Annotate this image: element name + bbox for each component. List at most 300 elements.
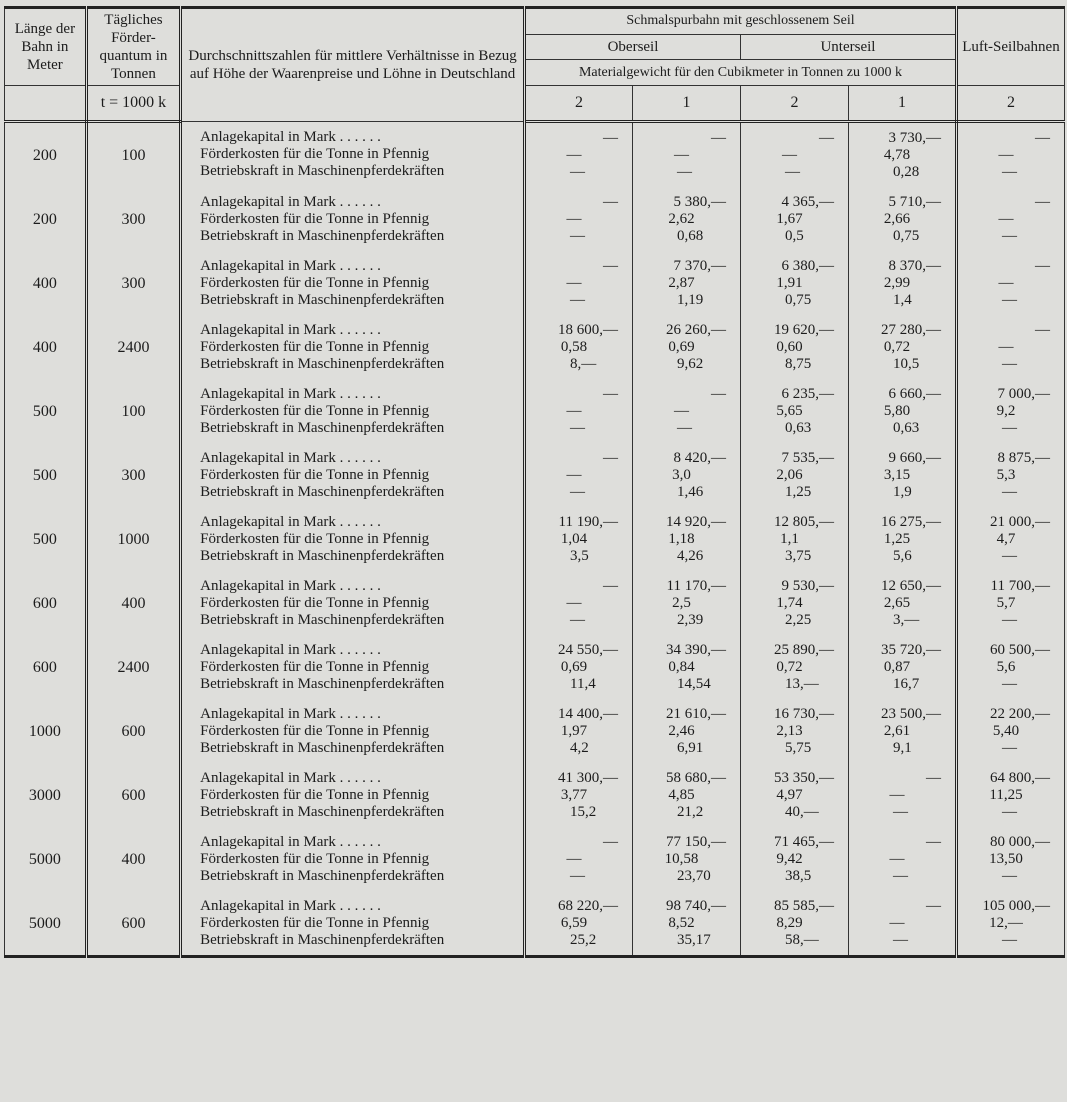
row-label: Förderkosten für die Tonne in Pfennig [200, 274, 430, 291]
value: 4,7 [996, 530, 1016, 547]
row-quantity: 600 [86, 763, 180, 827]
value: — [566, 274, 582, 291]
value: 0,72 [883, 338, 911, 355]
value: 0,60 [776, 338, 803, 355]
value: — [889, 850, 905, 867]
row-quantity: 300 [86, 187, 180, 251]
row-label: Anlagekapital in Mark . . . . . . [200, 385, 381, 402]
value: 11 170,— [666, 577, 726, 594]
value-stack [853, 322, 941, 373]
value-stack [745, 770, 834, 821]
value-cell [525, 891, 633, 957]
value-cell [848, 443, 956, 507]
value: — [925, 769, 941, 786]
value: — [1035, 321, 1050, 338]
value: — [603, 577, 618, 594]
value-stack [962, 514, 1050, 565]
value: 23,70 [677, 867, 711, 884]
value-cell [633, 763, 741, 827]
value: 14,54 [677, 675, 711, 692]
value: — [1035, 193, 1050, 210]
row-label: Betriebskraft in Maschinenpferdekräften [200, 675, 445, 692]
value: 2,5 [672, 594, 691, 611]
value-cell [633, 187, 741, 251]
value: 1,74 [776, 594, 803, 611]
value: 1,19 [677, 291, 704, 308]
value-stack [853, 450, 941, 501]
value: — [892, 803, 908, 820]
row-length: 600 [5, 635, 87, 699]
weight-cell: 2 [740, 86, 848, 122]
value: — [1001, 803, 1017, 820]
value-stack [637, 706, 726, 757]
table-row [5, 122, 1065, 188]
value: 0,28 [892, 163, 920, 180]
row-label: Anlagekapital in Mark . . . . . . [200, 513, 381, 530]
value: — [603, 833, 618, 850]
row-label: Förderkosten für die Tonne in Pfennig [200, 722, 430, 739]
header-length: Länge der Bahn in Meter [5, 8, 87, 86]
value: 8,75 [784, 355, 812, 372]
row-label: Betriebskraft in Maschinenpferdekräften [200, 419, 445, 436]
value: — [710, 385, 726, 402]
value: 8 420,— [673, 449, 726, 466]
value: — [1001, 867, 1017, 884]
row-label: Förderkosten für die Tonne in Pfennig [200, 530, 430, 547]
value: 25,2 [570, 931, 597, 948]
value: — [1001, 611, 1017, 628]
value: 16,7 [892, 675, 920, 692]
value: 2,87 [668, 274, 695, 291]
value-cell [633, 827, 741, 891]
value: — [1035, 257, 1050, 274]
value-stack [745, 194, 834, 245]
value: 3,0 [672, 466, 691, 483]
row-label: Betriebskraft in Maschinenpferdekräften [200, 739, 445, 756]
value: 15,2 [570, 803, 597, 820]
value: — [566, 146, 582, 163]
row-quantity: 100 [86, 122, 180, 188]
header-daily-quantity [86, 8, 180, 86]
table-row [5, 699, 1065, 763]
value: 1,25 [883, 530, 911, 547]
value: 24 550,— [558, 641, 618, 658]
value: — [1001, 355, 1017, 372]
value: 3 730,— [888, 129, 941, 146]
value-cell [525, 827, 633, 891]
value-stack [530, 514, 618, 565]
value: — [998, 338, 1014, 355]
row-length: 500 [5, 379, 87, 443]
value: — [889, 786, 905, 803]
value: 58,— [784, 931, 819, 948]
value: — [1001, 675, 1017, 692]
value: 21,2 [677, 803, 704, 820]
value: 5,65 [776, 402, 803, 419]
row-length: 200 [5, 187, 87, 251]
value-stack [853, 834, 941, 885]
value-cell [848, 122, 956, 188]
row-labels [181, 379, 525, 443]
header-air-ropeways: Luft-Seilbahnen [956, 8, 1064, 86]
value: 3,77 [560, 786, 588, 803]
value-cell [956, 379, 1064, 443]
value-stack [853, 770, 941, 821]
value-stack [962, 770, 1050, 821]
row-labels [181, 635, 525, 699]
row-label: Förderkosten für die Tonne in Pfennig [200, 338, 430, 355]
value-cell [633, 571, 741, 635]
value-stack [853, 386, 941, 437]
row-quantity: 600 [86, 699, 180, 763]
value: 7 535,— [781, 449, 834, 466]
value: 2,99 [883, 274, 911, 291]
value: 9 660,— [888, 449, 941, 466]
value-stack [745, 450, 834, 501]
value: 5,80 [883, 402, 911, 419]
value: 8 370,— [888, 257, 941, 274]
value: — [925, 897, 941, 914]
value: 0,63 [784, 419, 812, 436]
row-quantity: 2400 [86, 315, 180, 379]
weight-cell: 1 [633, 86, 741, 122]
row-label: Förderkosten für die Tonne in Pfennig [200, 210, 430, 227]
value: 0,68 [677, 227, 704, 244]
value-cell [956, 699, 1064, 763]
value-stack [637, 642, 726, 693]
value-cell [956, 315, 1064, 379]
value: 25 890,— [773, 641, 834, 658]
value-cell [848, 699, 956, 763]
value-cell [848, 251, 956, 315]
value-cell [740, 251, 848, 315]
value-stack [962, 194, 1050, 245]
value: — [570, 291, 586, 308]
value: — [673, 402, 689, 419]
value-cell [525, 763, 633, 827]
value-cell [848, 635, 956, 699]
row-label: Anlagekapital in Mark . . . . . . [200, 641, 381, 658]
row-label: Anlagekapital in Mark . . . . . . [200, 705, 381, 722]
value-cell [848, 891, 956, 957]
value: 21 000,— [990, 513, 1050, 530]
value: 1,25 [784, 483, 812, 500]
value-stack [962, 450, 1050, 501]
value: — [784, 163, 800, 180]
value: — [1001, 739, 1017, 756]
value: — [603, 385, 618, 402]
value: 9,42 [776, 850, 803, 867]
header-narrow-gauge: Schmalspurbahn mit geschlossenem Seil [525, 8, 957, 35]
value: 8,52 [668, 914, 695, 931]
row-quantity: 300 [86, 251, 180, 315]
value: — [677, 163, 692, 180]
row-length: 500 [5, 507, 87, 571]
value: 11 700,— [990, 577, 1050, 594]
cost-table [4, 6, 1065, 958]
table-body [5, 122, 1065, 957]
value: — [1001, 291, 1017, 308]
value-stack [745, 130, 834, 181]
value-stack [637, 194, 726, 245]
value: 0,72 [776, 658, 803, 675]
value: — [570, 867, 586, 884]
value-stack [530, 194, 618, 245]
value: 2,13 [776, 722, 803, 739]
value: — [889, 914, 905, 931]
value: 0,75 [784, 291, 812, 308]
value: 77 150,— [665, 833, 726, 850]
row-label: Förderkosten für die Tonne in Pfennig [200, 658, 430, 675]
value: 35 720,— [880, 641, 941, 658]
value-cell [740, 827, 848, 891]
value: — [925, 833, 941, 850]
value-stack [637, 770, 726, 821]
value: 0,5 [784, 227, 804, 244]
value: 3,75 [784, 547, 812, 564]
value: 1,4 [892, 291, 912, 308]
value: — [603, 257, 618, 274]
value-cell [740, 443, 848, 507]
row-label: Förderkosten für die Tonne in Pfennig [200, 146, 430, 162]
value-cell [525, 187, 633, 251]
value-stack [530, 578, 618, 629]
value-stack [530, 450, 618, 501]
value: 8,— [570, 355, 597, 372]
value: — [781, 146, 797, 163]
value: 11,4 [570, 675, 596, 692]
value-cell [956, 507, 1064, 571]
value: 16 275,— [880, 513, 941, 530]
row-label: Förderkosten für die Tonne in Pfennig [200, 466, 430, 483]
value: 4 365,— [781, 193, 834, 210]
row-label: Betriebskraft in Maschinenpferdekräften [200, 163, 445, 179]
value-stack [530, 834, 618, 885]
value-cell [633, 891, 741, 957]
value-stack [530, 898, 618, 949]
value-cell [525, 507, 633, 571]
value-cell [956, 827, 1064, 891]
value: 3,5 [570, 547, 589, 564]
value-cell [740, 507, 848, 571]
value-cell [525, 251, 633, 315]
value-stack [745, 706, 834, 757]
value: 2,25 [784, 611, 812, 628]
value: 5,6 [996, 658, 1016, 675]
value: 26 260,— [665, 321, 726, 338]
value-stack [637, 514, 726, 565]
value: 7 370,— [673, 257, 726, 274]
value: 1,46 [677, 483, 704, 500]
value: 2,61 [883, 722, 911, 739]
weight-cell: 2 [525, 86, 633, 122]
value-stack [853, 130, 941, 181]
value: 13,— [784, 675, 819, 692]
value-stack [530, 130, 618, 181]
value-stack [637, 130, 726, 181]
value: 0,84 [668, 658, 695, 675]
row-labels [181, 571, 525, 635]
value-cell [525, 379, 633, 443]
value: — [1001, 931, 1017, 948]
row-labels [181, 507, 525, 571]
value-cell [633, 379, 741, 443]
value-cell [848, 763, 956, 827]
row-labels [181, 699, 525, 763]
row-label: Förderkosten für die Tonne in Pfennig [200, 914, 430, 931]
row-label: Betriebskraft in Maschinenpferdekräften [200, 355, 445, 372]
value-stack [853, 194, 941, 245]
value: 12 805,— [773, 513, 834, 530]
value: 68 220,— [558, 897, 618, 914]
row-label: Förderkosten für die Tonne in Pfennig [200, 850, 430, 867]
value: 1,9 [892, 483, 912, 500]
row-length: 400 [5, 315, 87, 379]
value-cell [956, 571, 1064, 635]
value: 98 740,— [665, 897, 726, 914]
value: 9,1 [892, 739, 912, 756]
value: 1,91 [776, 274, 803, 291]
table-row [5, 635, 1065, 699]
value-stack [530, 770, 618, 821]
value: — [818, 129, 834, 146]
row-labels [181, 827, 525, 891]
value: 58 680,— [665, 769, 726, 786]
row-quantity: 400 [86, 827, 180, 891]
table-row [5, 571, 1065, 635]
row-labels [181, 891, 525, 957]
value: 8,29 [776, 914, 803, 931]
value-stack [962, 706, 1050, 757]
value: 19 620,— [773, 321, 834, 338]
value-cell [633, 635, 741, 699]
value-cell [740, 571, 848, 635]
row-label: Anlagekapital in Mark . . . . . . [200, 449, 381, 466]
row-labels [181, 315, 525, 379]
table-row [5, 379, 1065, 443]
value: 0,75 [892, 227, 920, 244]
value: 41 300,— [558, 769, 618, 786]
value-cell [525, 571, 633, 635]
value: 2,39 [677, 611, 704, 628]
row-label: Betriebskraft in Maschinenpferdekräften [200, 867, 445, 884]
value: 18 600,— [558, 321, 618, 338]
value: 3,— [892, 611, 920, 628]
value: 0,58 [560, 338, 588, 355]
value-cell [956, 635, 1064, 699]
value-cell [740, 187, 848, 251]
value: 1,18 [668, 530, 695, 547]
value: 11,25 [989, 786, 1023, 803]
value-cell [740, 635, 848, 699]
row-length: 5000 [5, 827, 87, 891]
value: 5,7 [996, 594, 1016, 611]
value-cell [956, 763, 1064, 827]
value-stack [637, 322, 726, 373]
table-row [5, 891, 1065, 957]
value: 5,6 [892, 547, 912, 564]
value-stack [637, 578, 726, 629]
value: — [673, 146, 689, 163]
value: — [603, 193, 618, 210]
value: — [677, 419, 692, 436]
value-stack [530, 386, 618, 437]
value: — [566, 594, 582, 611]
row-labels [181, 251, 525, 315]
value: — [570, 163, 586, 180]
value: — [603, 449, 618, 466]
value: 6 380,— [781, 257, 834, 274]
value: 3,15 [883, 466, 911, 483]
value: 5,75 [784, 739, 812, 756]
value: — [1001, 163, 1017, 180]
row-length: 600 [5, 571, 87, 635]
value: 10,5 [892, 355, 920, 372]
row-label: Anlagekapital in Mark . . . . . . [200, 577, 381, 594]
header-upper-rope: Oberseil [525, 34, 741, 60]
value-stack [637, 450, 726, 501]
value-cell [525, 122, 633, 188]
value-cell [740, 122, 848, 188]
value: 34 390,— [665, 641, 726, 658]
value: 12,— [989, 914, 1023, 931]
value: 1,04 [560, 530, 588, 547]
value-stack [962, 258, 1050, 309]
value: 1,1 [780, 530, 799, 547]
value-stack [530, 706, 618, 757]
header-length-blank [5, 86, 87, 122]
value-stack [853, 578, 941, 629]
value: 4,2 [570, 739, 589, 756]
value: 0,87 [883, 658, 911, 675]
table-row [5, 827, 1065, 891]
value-cell [848, 827, 956, 891]
value-stack [962, 386, 1050, 437]
row-quantity: 100 [86, 379, 180, 443]
value: 6 235,— [781, 385, 834, 402]
table-row [5, 443, 1065, 507]
value: — [1001, 227, 1017, 244]
header-daily-unit: t = 1000 k [86, 86, 180, 122]
value-cell [848, 315, 956, 379]
table-row [5, 251, 1065, 315]
value-stack [637, 386, 726, 437]
value: 12 650,— [880, 577, 941, 594]
value: — [570, 419, 586, 436]
value: 2,65 [883, 594, 911, 611]
value: — [566, 850, 582, 867]
value: — [603, 129, 618, 146]
row-label: Anlagekapital in Mark . . . . . . [200, 897, 381, 914]
value: 8 875,— [997, 449, 1050, 466]
row-length: 200 [5, 122, 87, 188]
row-labels [181, 187, 525, 251]
value: 1,67 [776, 210, 803, 227]
value: 9,62 [677, 355, 704, 372]
row-labels [181, 763, 525, 827]
value: — [892, 931, 908, 948]
row-quantity: 400 [86, 571, 180, 635]
value: 2,66 [883, 210, 911, 227]
value-cell [633, 699, 741, 763]
value: 4,97 [776, 786, 803, 803]
value-cell [525, 699, 633, 763]
row-quantity: 600 [86, 891, 180, 957]
value-stack [962, 578, 1050, 629]
row-quantity: 1000 [86, 507, 180, 571]
value: 4,78 [883, 146, 911, 163]
value-stack [853, 514, 941, 565]
